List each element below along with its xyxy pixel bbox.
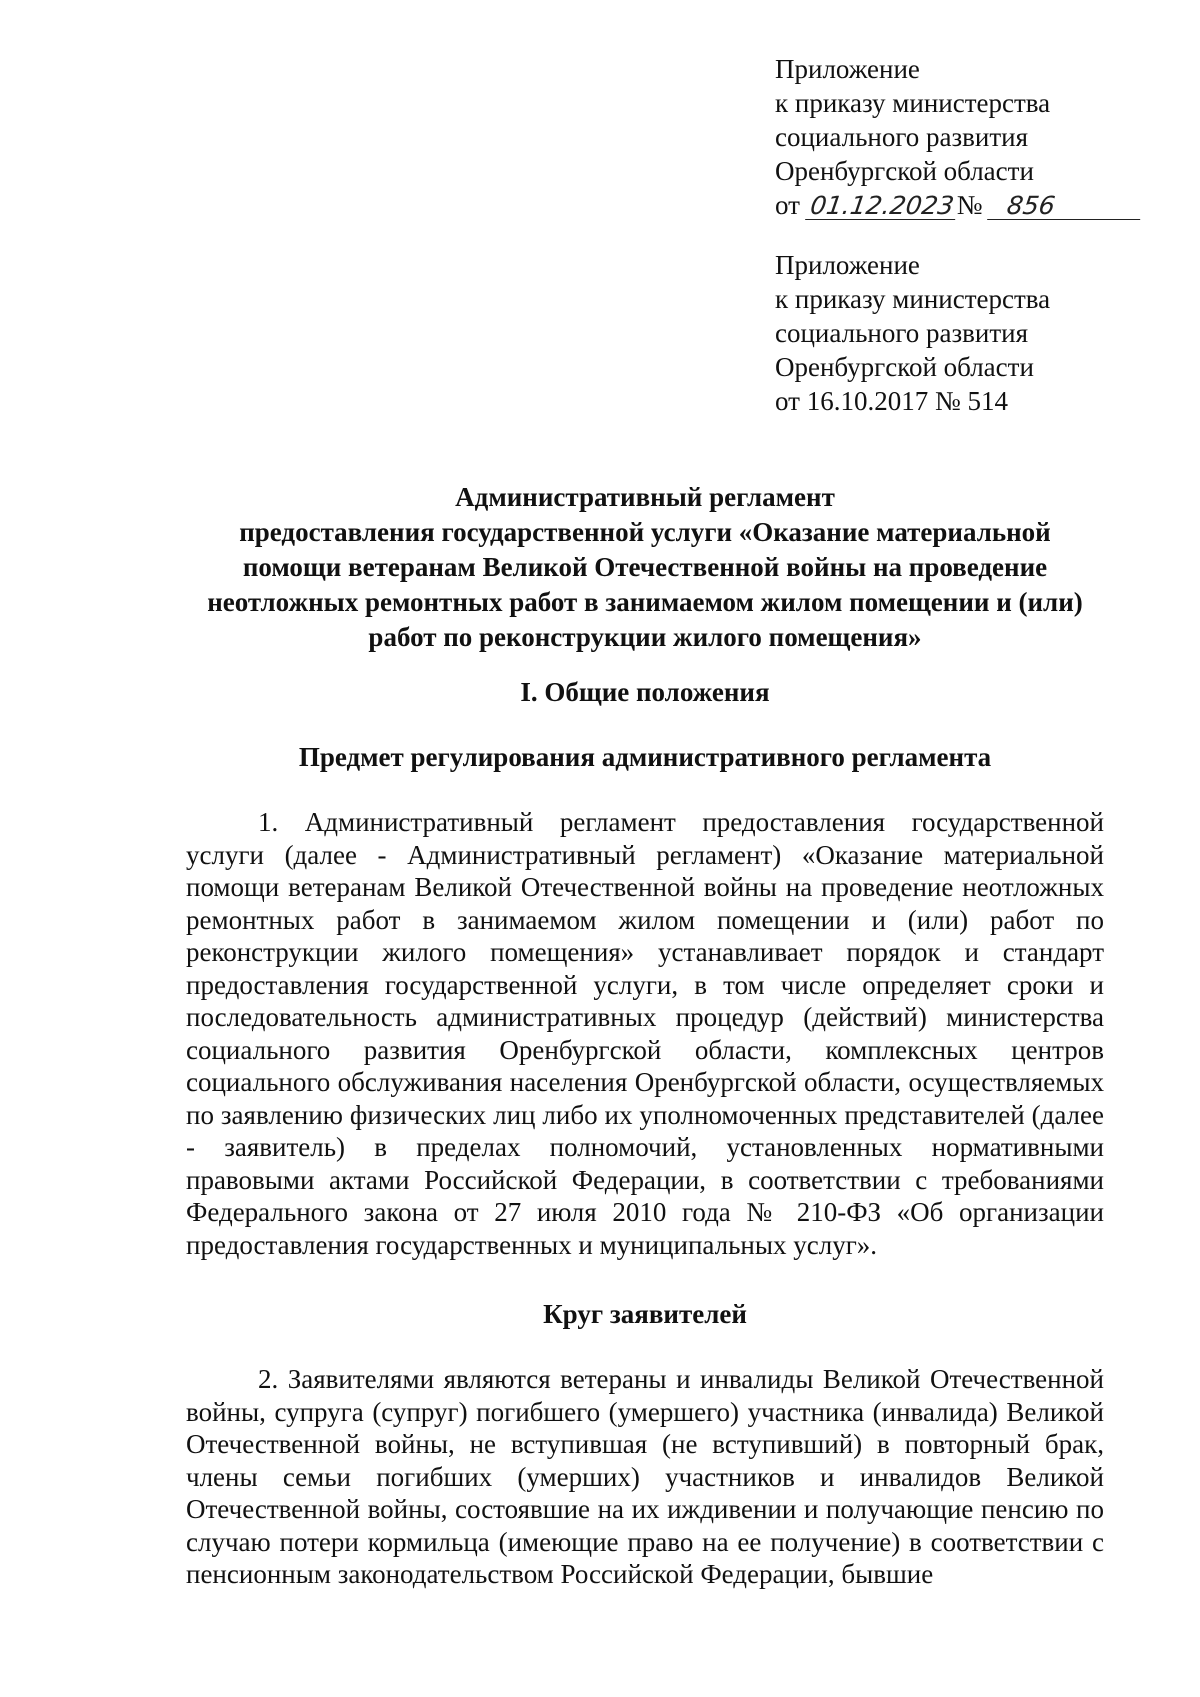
paragraph-1: 1. Административный регламент предоставления государственной услуги (далее - Административный регламент) «Оказание материальной помощи ветеранам Великой Отечественной войны на проведение неотложных ремонтных работ в занимаемом жилом помещении и (или) работ по реконструкции жилого помещения» устанавливает порядок и стандарт предоставления государственной услуги, в том числе определяет сроки и последовательность административных процедур (действий) министерства социального развития Оренбургской области, комплексных центров социального обслуживания населения Оренбургской области, осуществляемых по заявлению физических лиц либо их уполномоченных представителей (далее - заявитель) в пределах полномочий, установленных нормативными правовыми актами Российской Федерации, в соответствии с требованиями Федерального закона от 27 июля 2010 года № 210-ФЗ «Об организации предоставления государственных и муниципальных услуг». [186, 807, 1104, 1260]
appendix-line: к приказу министерства [775, 284, 1051, 314]
applicants-heading: Круг заявителей [543, 1299, 747, 1329]
appendix-date-line [775, 188, 1135, 222]
appendix-current-order [775, 52, 1135, 222]
appendix-line: Приложение [775, 250, 920, 280]
number-label: № [956, 190, 983, 220]
handwritten-number: 856 [987, 193, 1144, 220]
section-heading: I. Общие положения [520, 677, 770, 707]
title-line: Административный регламент [455, 482, 835, 512]
subject-heading: Предмет регулирования административного регламента [298, 742, 992, 772]
appendix-line: Оренбургской области [775, 352, 1034, 382]
title-line: помощи ветеранам Великой Отечественной войны на проведение [242, 552, 1048, 582]
title-line: неотложных ремонтных работ в занимаемом жилом помещении и (или) [207, 587, 1083, 617]
paragraph-2: 2. Заявителями являются ветераны и инвалиды Великой Отечественной войны, супруга (супруг) погибшего (умершего) участника (инвалида) Великой Отечественной войны, не вступившая (не вступивший) в повторный брак, члены семьи погибших (умерших) участников и инвалидов Великой Отечественной войны, состоявшие на их иждивении и получающие пенсию по случаю потери кормильца (имеющие право на ее получение) в соответствии с пенсионным законодательством Российской Федерации, бывшие [186, 1364, 1104, 1589]
appendix-line: к приказу министерства [775, 88, 1051, 118]
appendix-original-order [775, 248, 1135, 418]
appendix-line: социального развития [775, 318, 1029, 348]
date-prefix: от [775, 190, 800, 220]
title-line: работ по реконструкции жилого помещения» [368, 622, 922, 652]
handwritten-date: 01.12.2023 [805, 193, 959, 220]
appendix-line: от 16.10.2017 № 514 [775, 386, 1008, 416]
title-line: предоставления государственной услуги «Оказание материальной [239, 517, 1051, 547]
appendix-line: социального развития [775, 122, 1029, 152]
appendix-line: Приложение [775, 54, 920, 84]
appendix-line: Оренбургской области [775, 156, 1034, 186]
document-title [150, 480, 1140, 655]
